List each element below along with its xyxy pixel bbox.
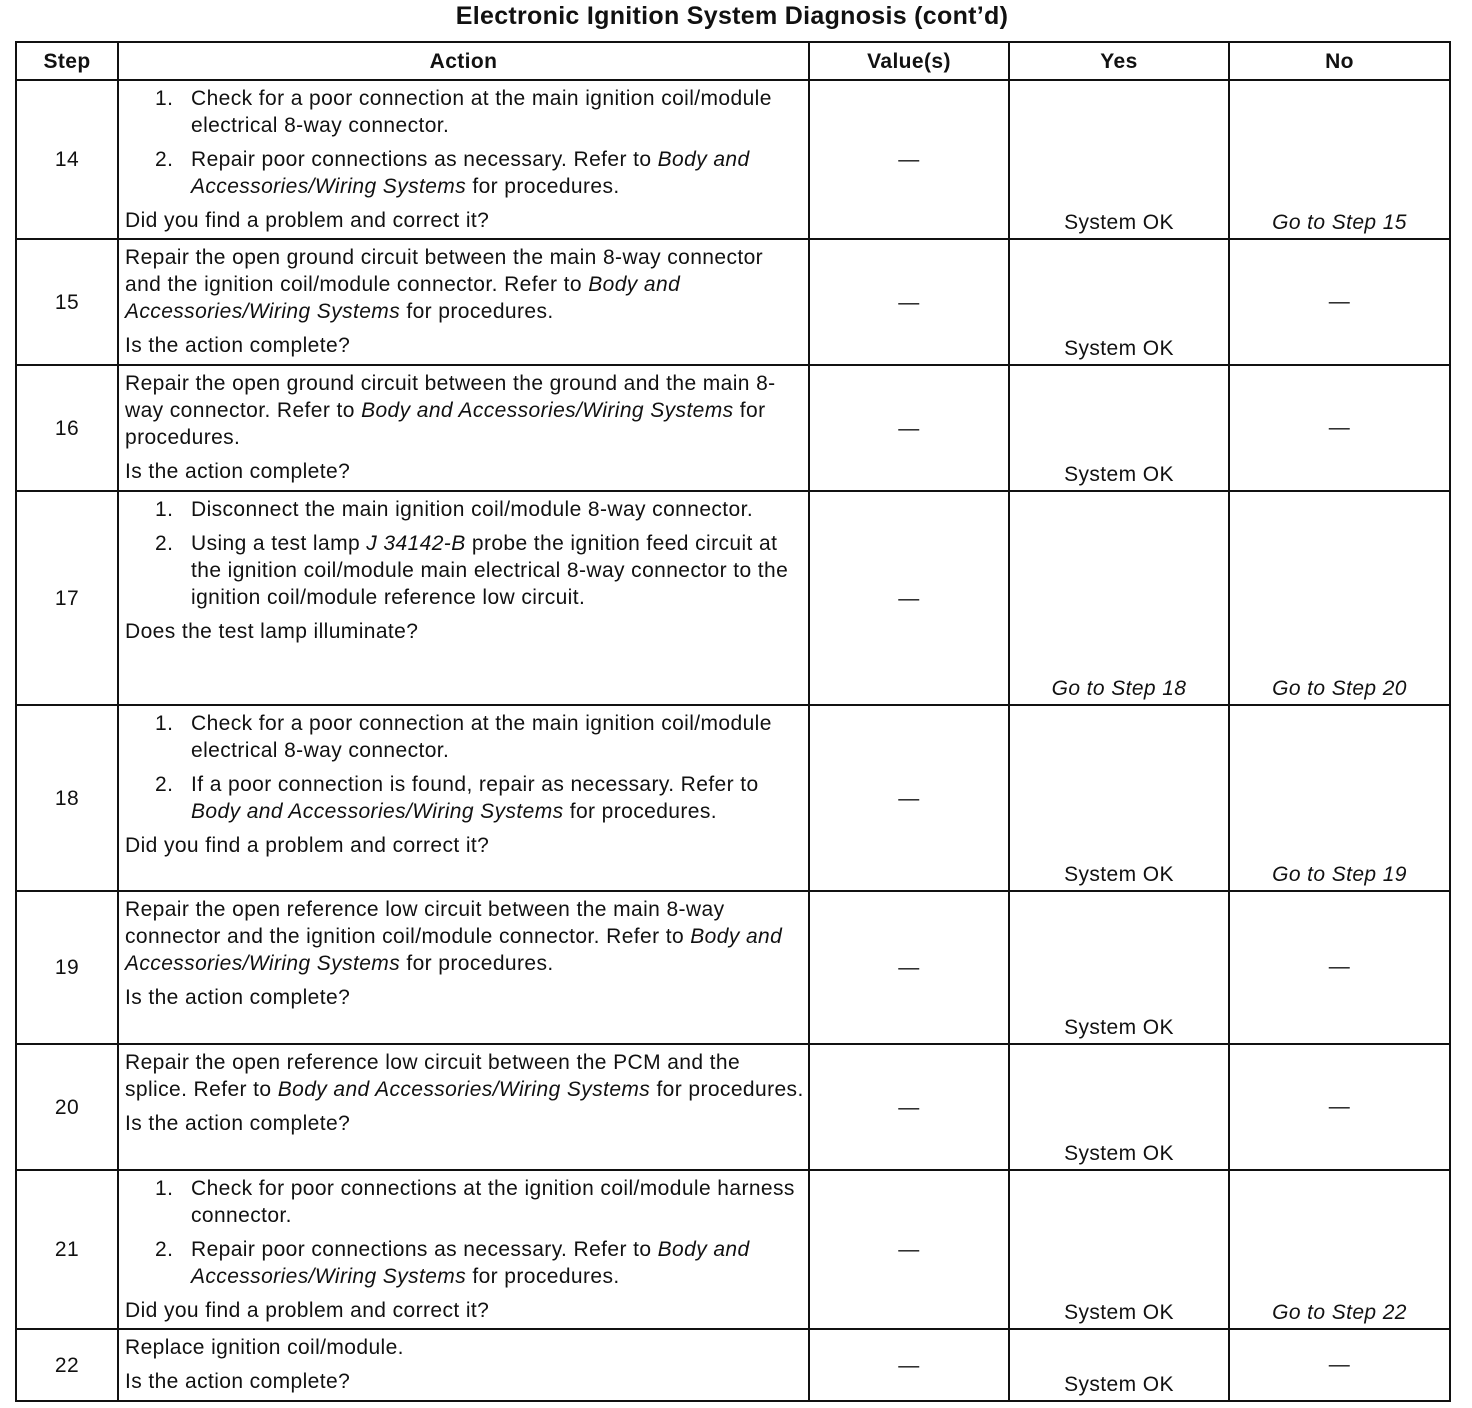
action-text: for procedures. [125,399,766,449]
action-paragraph [125,896,804,977]
action-step [125,771,804,825]
step-number: 19 [16,891,118,1044]
action-paragraph [125,370,804,451]
header-row [16,42,1450,80]
yes-result: System OK [1009,239,1229,365]
action-text: Repair poor connections as necessary. Refer to [191,148,658,171]
step-number: 16 [16,365,118,491]
no-result: Go to Step 15 [1229,80,1450,239]
action-text: for procedures. [400,952,554,975]
step-row [16,1044,1450,1170]
page-title: Electronic Ignition System Diagnosis (cont’d) [455,2,1009,30]
action-steps [125,710,804,825]
no-result: — [1229,365,1450,491]
action-cell [118,239,809,365]
action-question: Is the action complete? [125,334,351,357]
action-text: for procedures. [650,1078,804,1101]
reference-link: Body and Accessories/Wiring Systems [191,148,750,198]
step-row [16,80,1450,239]
header-values: Value(s) [809,42,1009,80]
no-result: — [1229,1044,1450,1170]
step-index: 2. [155,532,174,555]
header-action: Action [118,42,809,80]
reference-link: Body and Accessories/Wiring Systems [361,399,734,422]
value-cell: — [809,1329,1009,1401]
action-question: Did you find a problem and correct it? [125,209,490,232]
yes-result: System OK [1009,1329,1229,1401]
no-result: — [1229,1329,1450,1401]
yes-result: System OK [1009,705,1229,891]
action-question: Did you find a problem and correct it? [125,1299,490,1322]
yes-result: Go to Step 18 [1009,491,1229,705]
step-number: 15 [16,239,118,365]
action-step [125,496,804,523]
value-cell: — [809,1170,1009,1329]
action-paragraph [125,1334,804,1361]
step-number: 18 [16,705,118,891]
reference-link: Body and Accessories/Wiring Systems [125,925,783,975]
step-index: 2. [155,1238,174,1261]
no-result: Go to Step 22 [1229,1170,1450,1329]
action-step [125,85,804,139]
reference-link: Body and Accessories/Wiring Systems [191,800,564,823]
action-question: Is the action complete? [125,460,351,483]
action-steps [125,496,804,611]
value-cell: — [809,891,1009,1044]
reference-link: Body and Accessories/Wiring Systems [277,1078,651,1101]
action-step [125,710,804,764]
action-steps [125,85,804,200]
header-step: Step [16,42,118,80]
step-number: 14 [16,80,118,239]
action-text: Repair the open reference low circuit between the main 8-way connector and the ignition coil/module connector. Refer to [125,898,725,948]
action-question: Is the action complete? [125,1370,351,1393]
value-cell: — [809,491,1009,705]
no-result: Go to Step 20 [1229,491,1450,705]
action-cell [118,365,809,491]
step-number: 22 [16,1329,118,1401]
yes-result: System OK [1009,1170,1229,1329]
step-row [16,891,1450,1044]
header-yes: Yes [1009,42,1229,80]
action-text: If a poor connection is found, repair as necessary. Refer to [191,773,759,796]
action-question: Is the action complete? [125,1112,351,1135]
action-cell [118,1044,809,1170]
action-cell [118,1170,809,1329]
action-text: Check for a poor connection at the main ignition coil/module electrical 8-way connector. [191,712,772,762]
action-paragraph [125,1049,804,1103]
action-text: for procedures. [400,300,554,323]
step-row [16,365,1450,491]
reference-link: Body and Accessories/Wiring Systems [125,273,681,323]
action-step [125,1236,804,1290]
step-row [16,239,1450,365]
action-step [125,1175,804,1229]
action-text: probe the ignition feed circuit at the ignition coil/module main electrical 8-way connector to the ignition coil/module reference low circuit. [191,532,789,609]
action-question: Does the test lamp illuminate? [125,620,419,643]
action-text: Repair poor connections as necessary. Refer to [191,1238,658,1261]
action-question: Is the action complete? [125,986,351,1009]
step-row [16,1170,1450,1329]
step-index: 2. [155,773,174,796]
reference-link: J 34142-B [366,532,466,555]
step-index: 1. [155,1177,174,1200]
value-cell: — [809,1044,1009,1170]
action-question: Did you find a problem and correct it? [125,834,490,857]
action-steps [125,1175,804,1290]
value-cell: — [809,239,1009,365]
action-text: Using a test lamp [191,532,367,555]
no-result: — [1229,239,1450,365]
action-cell [118,891,809,1044]
action-cell [118,705,809,891]
value-cell: — [809,705,1009,891]
action-text: for procedures. [466,1265,620,1288]
step-index: 1. [155,498,174,521]
action-text: Repair the open reference low circuit between the PCM and the splice. Refer to [125,1051,741,1101]
value-cell: — [809,365,1009,491]
yes-result: System OK [1009,80,1229,239]
step-index: 1. [155,87,174,110]
no-result: Go to Step 19 [1229,705,1450,891]
action-paragraph [125,244,804,325]
step-number: 20 [16,1044,118,1170]
action-text: Repair the open ground circuit between the main 8-way connector and the ignition coil/module connector. Refer to [125,246,764,296]
action-cell [118,1329,809,1401]
value-cell: — [809,80,1009,239]
yes-result: System OK [1009,891,1229,1044]
step-number: 17 [16,491,118,705]
reference-link: Body and Accessories/Wiring Systems [191,1238,750,1288]
no-result: — [1229,891,1450,1044]
action-text: Replace ignition coil/module. [125,1336,404,1359]
step-index: 2. [155,148,174,171]
step-index: 1. [155,712,174,735]
action-text: for procedures. [466,175,620,198]
step-row [16,491,1450,705]
diagnosis-table [15,41,1451,1402]
action-step [125,530,804,611]
action-text: Check for poor connections at the ignition coil/module harness connector. [191,1177,795,1227]
action-text: Repair the open ground circuit between the ground and the main 8-way connector. Refer to [125,372,776,422]
yes-result: System OK [1009,1044,1229,1170]
header-no: No [1229,42,1450,80]
action-text: Check for a poor connection at the main ignition coil/module electrical 8-way connector. [191,87,772,137]
step-number: 21 [16,1170,118,1329]
action-cell [118,491,809,705]
yes-result: System OK [1009,365,1229,491]
action-text: for procedures. [563,800,717,823]
step-row [16,1329,1450,1401]
action-step [125,146,804,200]
action-cell [118,80,809,239]
step-row [16,705,1450,891]
action-text: Disconnect the main ignition coil/module 8-way connector. [191,498,754,521]
